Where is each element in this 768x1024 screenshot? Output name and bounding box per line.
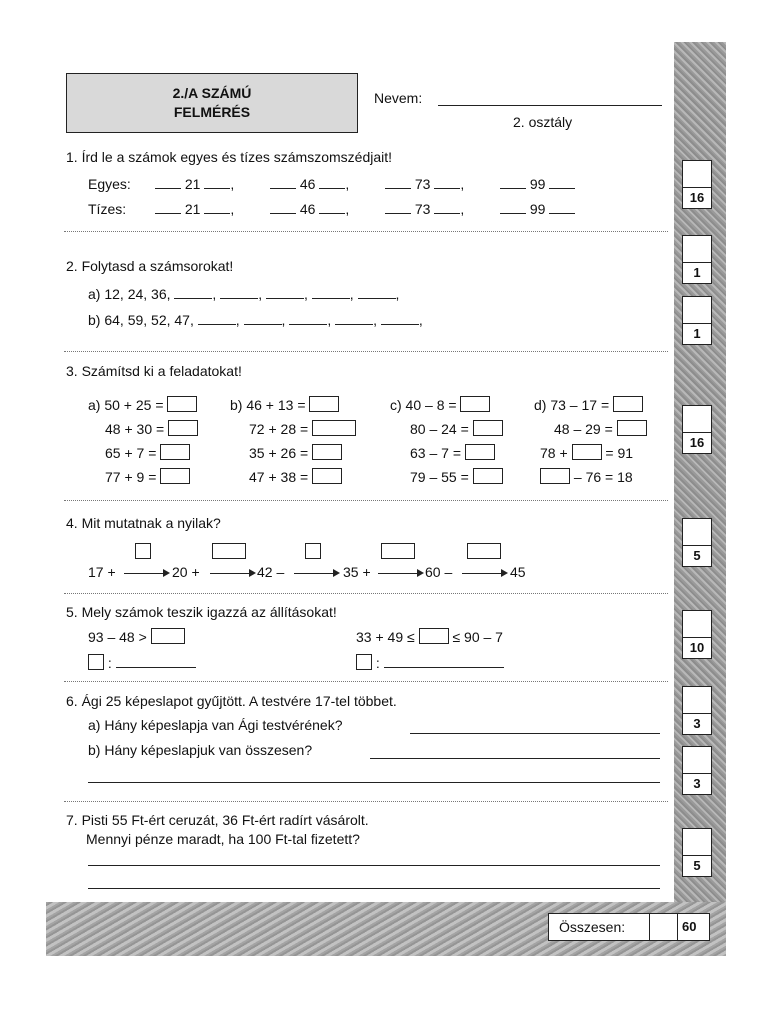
answer-box[interactable] <box>572 444 602 460</box>
task3-equation: d) 73 – 17 = <box>534 396 643 413</box>
answer-box[interactable] <box>613 396 643 412</box>
task3-equation: 48 + 30 = <box>105 420 198 437</box>
task3-equation: 65 + 7 = <box>105 444 190 461</box>
total-divider <box>677 914 678 940</box>
test-title-box <box>66 73 358 133</box>
task3-equation: 78 + = 91 <box>540 445 634 461</box>
answer-blank[interactable] <box>289 324 327 325</box>
task4-score-box: 5 <box>682 518 712 567</box>
answer-blank[interactable] <box>270 213 296 214</box>
task5-answer-right: : <box>356 654 504 671</box>
answer-box[interactable] <box>419 628 449 644</box>
section-divider <box>64 500 668 501</box>
task1-row1-item: 73 , <box>385 176 464 192</box>
task4-number: 42 – <box>257 564 285 580</box>
section-divider <box>64 593 668 594</box>
task3-equation: c) 40 – 8 = <box>390 396 490 413</box>
task1-row2-label: Tízes: <box>88 201 127 217</box>
task2-sequence-b: b) 64, 59, 52, 47, , , , , , <box>88 312 423 328</box>
task7-score-box: 5 <box>682 828 712 877</box>
task3-score-box: 16 <box>682 405 712 454</box>
answer-box[interactable] <box>309 396 339 412</box>
task5-inequality-left: 93 – 48 > <box>88 628 185 645</box>
task2-question: 2. Folytasd a számsorokat! <box>66 258 234 274</box>
answer-blank[interactable] <box>155 213 181 214</box>
answer-box[interactable] <box>167 396 197 412</box>
task3-equation: 72 + 28 = <box>249 420 356 437</box>
answer-line[interactable] <box>370 758 660 759</box>
answer-box[interactable] <box>312 420 356 436</box>
answer-box[interactable] <box>467 543 501 559</box>
answer-blank[interactable] <box>335 324 373 325</box>
answer-blank[interactable] <box>319 213 345 214</box>
answer-blank[interactable] <box>385 188 411 189</box>
task4-number: 45 <box>510 564 526 580</box>
answer-box[interactable] <box>135 543 151 559</box>
answer-blank[interactable] <box>155 188 181 189</box>
arrow-right-icon <box>210 573 254 574</box>
total-label: Összesen: <box>559 919 626 935</box>
arrow-right-icon <box>378 573 422 574</box>
answer-box[interactable] <box>168 420 198 436</box>
task2a-score-box: 1 <box>682 235 712 284</box>
answer-blank[interactable] <box>204 188 230 189</box>
answer-blank[interactable] <box>204 213 230 214</box>
answer-blank[interactable] <box>549 188 575 189</box>
answer-line[interactable] <box>88 888 660 889</box>
answer-box[interactable] <box>473 468 503 484</box>
total-divider <box>649 914 650 940</box>
task3-question: 3. Számítsd ki a feladatokat! <box>66 363 242 379</box>
task3-equation: 63 – 7 = <box>410 444 495 461</box>
answer-box[interactable] <box>473 420 503 436</box>
answer-blank[interactable] <box>500 213 526 214</box>
task1-row2-item: 73 , <box>385 201 464 217</box>
task4-number: 17 + <box>88 564 116 580</box>
task2-sequence-a: a) 12, 24, 36, , , , , , <box>88 286 400 302</box>
answer-line[interactable] <box>410 733 660 734</box>
task7-line1: 7. Pisti 55 Ft-ért ceruzát, 36 Ft-ért radírt vásárolt. <box>66 812 369 828</box>
answer-box[interactable] <box>212 543 246 559</box>
task6a-score-box: 3 <box>682 686 712 735</box>
task3-equation: a) 50 + 25 = <box>88 396 197 413</box>
task6-question-b: b) Hány képeslapjuk van összesen? <box>88 742 313 758</box>
task3-equation: 77 + 9 = <box>105 468 190 485</box>
total-score-box <box>548 913 710 941</box>
task6-question-a: a) Hány képeslapja van Ági testvérének? <box>88 717 343 733</box>
task1-question: 1. Írd le a számok egyes és tízes számszomszédjait! <box>66 149 393 165</box>
task1-row2-item: 21 , <box>155 201 234 217</box>
task1-row2-item: 46 , <box>270 201 349 217</box>
section-divider <box>64 231 668 232</box>
answer-blank[interactable] <box>198 324 236 325</box>
task7-line2: Mennyi pénze maradt, ha 100 Ft-tal fizetett? <box>86 831 360 847</box>
answer-blank[interactable] <box>384 667 504 668</box>
task2b-score-box: 1 <box>682 296 712 345</box>
task1-row1-item: 21 , <box>155 176 234 192</box>
answer-box[interactable] <box>356 654 372 670</box>
test-title-line2: FELMÉRÉS <box>173 104 251 120</box>
name-label: Nevem: <box>374 90 423 106</box>
section-divider <box>64 801 668 802</box>
answer-blank[interactable] <box>116 667 196 668</box>
answer-box[interactable] <box>305 543 321 559</box>
task3-equation: 48 – 29 = <box>554 420 647 437</box>
answer-box[interactable] <box>151 628 185 644</box>
task1-score-box: 16 <box>682 160 712 209</box>
answer-box[interactable] <box>465 444 495 460</box>
answer-box[interactable] <box>460 396 490 412</box>
answer-box[interactable] <box>312 444 342 460</box>
answer-box[interactable] <box>540 468 570 484</box>
answer-blank[interactable] <box>434 213 460 214</box>
class-label: 2. osztály <box>513 114 573 130</box>
answer-blank[interactable] <box>385 213 411 214</box>
answer-box[interactable] <box>312 468 342 484</box>
answer-blank[interactable] <box>266 298 304 299</box>
answer-blank[interactable] <box>244 324 282 325</box>
task4-number: 60 – <box>425 564 453 580</box>
answer-blank[interactable] <box>500 188 526 189</box>
answer-blank[interactable] <box>434 188 460 189</box>
arrow-right-icon <box>294 573 338 574</box>
task3-equation: 47 + 38 = <box>249 468 342 485</box>
answer-blank[interactable] <box>381 324 419 325</box>
answer-blank[interactable] <box>319 188 345 189</box>
task5-inequality-right: 33 + 49 ≤ ≤ 90 – 7 <box>356 629 503 645</box>
task1-row1-item: 99 <box>500 176 575 192</box>
total-points: 60 <box>682 919 697 934</box>
answer-box[interactable] <box>617 420 647 436</box>
task4-number: 20 + <box>172 564 200 580</box>
answer-box[interactable] <box>381 543 415 559</box>
task5-answer-left: : <box>88 654 196 671</box>
task3-equation: 80 – 24 = <box>410 420 503 437</box>
task6-question: 6. Ági 25 képeslapot gyűjtött. A testvére 17-tel többet. <box>66 693 397 709</box>
answer-blank[interactable] <box>174 298 212 299</box>
task3-equation: – 76 = 18 <box>540 468 633 485</box>
task4-question: 4. Mit mutatnak a nyilak? <box>66 515 221 531</box>
task1-row2-item: 99 <box>500 201 575 217</box>
arrow-right-icon <box>462 573 506 574</box>
answer-blank[interactable] <box>549 213 575 214</box>
arrow-right-icon <box>124 573 168 574</box>
answer-blank[interactable] <box>220 298 258 299</box>
answer-blank[interactable] <box>270 188 296 189</box>
name-line[interactable] <box>438 105 662 106</box>
answer-box[interactable] <box>160 468 190 484</box>
task1-row1-label: Egyes: <box>88 176 131 192</box>
task3-equation: 35 + 26 = <box>249 444 342 461</box>
section-divider <box>64 681 668 682</box>
task5-question: 5. Mely számok teszik igazzá az állításokat! <box>66 604 337 620</box>
task3-equation: b) 46 + 13 = <box>230 396 339 413</box>
task5-score-box: 10 <box>682 610 712 659</box>
section-divider <box>64 351 668 352</box>
answer-blank[interactable] <box>358 298 396 299</box>
answer-box[interactable] <box>160 444 190 460</box>
task1-row1-item: 46 , <box>270 176 349 192</box>
answer-line[interactable] <box>88 865 660 866</box>
task4-number: 35 + <box>343 564 371 580</box>
answer-blank[interactable] <box>312 298 350 299</box>
task3-equation: 79 – 55 = <box>410 468 503 485</box>
test-title-line1: 2./A SZÁMÚ <box>172 85 252 101</box>
answer-line[interactable] <box>88 782 660 783</box>
answer-box[interactable] <box>88 654 104 670</box>
task6b-score-box: 3 <box>682 746 712 795</box>
